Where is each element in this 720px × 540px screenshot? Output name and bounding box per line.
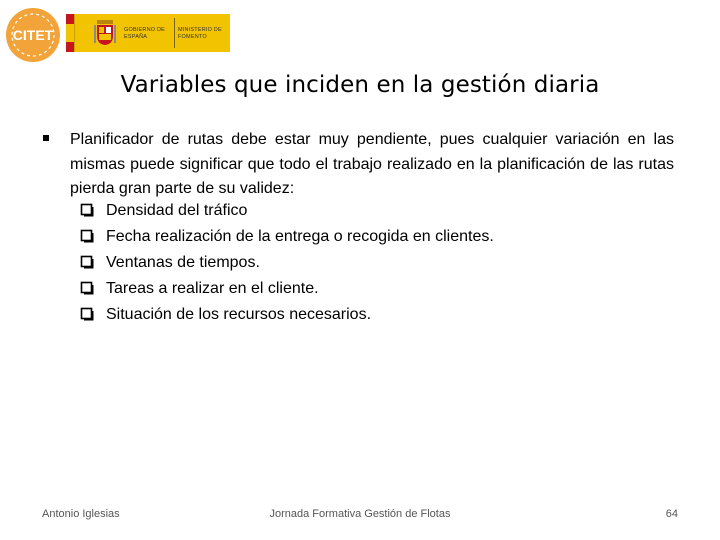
slide-title: Variables que inciden en la gestión diaria [120, 72, 600, 98]
list-item-label: Ventanas de tiempos. [106, 254, 260, 271]
footer-event: Jornada Formativa Gestión de Flotas [269, 508, 451, 520]
box-bullet-icon [80, 229, 94, 243]
list-item-label: Densidad del tráfico [106, 202, 248, 219]
gov-divider [174, 18, 175, 48]
list-item-label: Fecha realización de la entrega o recogida en clientes. [106, 228, 494, 245]
gov-label: GOBIERNO DE ESPAÑA [124, 27, 166, 40]
list-item-label: Situación de los recursos necesarios. [106, 306, 372, 323]
ministry-label: MINISTERIO DE FOMENTO [178, 27, 222, 40]
coat-of-arms-icon [94, 20, 116, 46]
main-paragraph: Planificador de rutas debe estar muy pendiente, pues cualquier variación en las mismas puede significar que todo el trabajo realizado en la planificación de las rutas pierda gran parte de su validez: [70, 131, 674, 197]
box-bullet-icon [80, 281, 94, 295]
box-bullet-icon [80, 255, 94, 269]
citet-logo [4, 6, 62, 64]
footer-author: Antonio Iglesias [42, 508, 120, 520]
list-item-label: Tareas a realizar en el cliente. [106, 280, 319, 297]
square-bullet-icon [42, 134, 50, 142]
page-number: 64 [665, 508, 678, 520]
box-bullet-icon [80, 307, 94, 321]
gobierno-espana-logo [66, 14, 230, 52]
spain-flag-icon [66, 14, 75, 52]
box-bullet-icon [80, 203, 94, 217]
svg-text:CITET: CITET [12, 27, 54, 43]
